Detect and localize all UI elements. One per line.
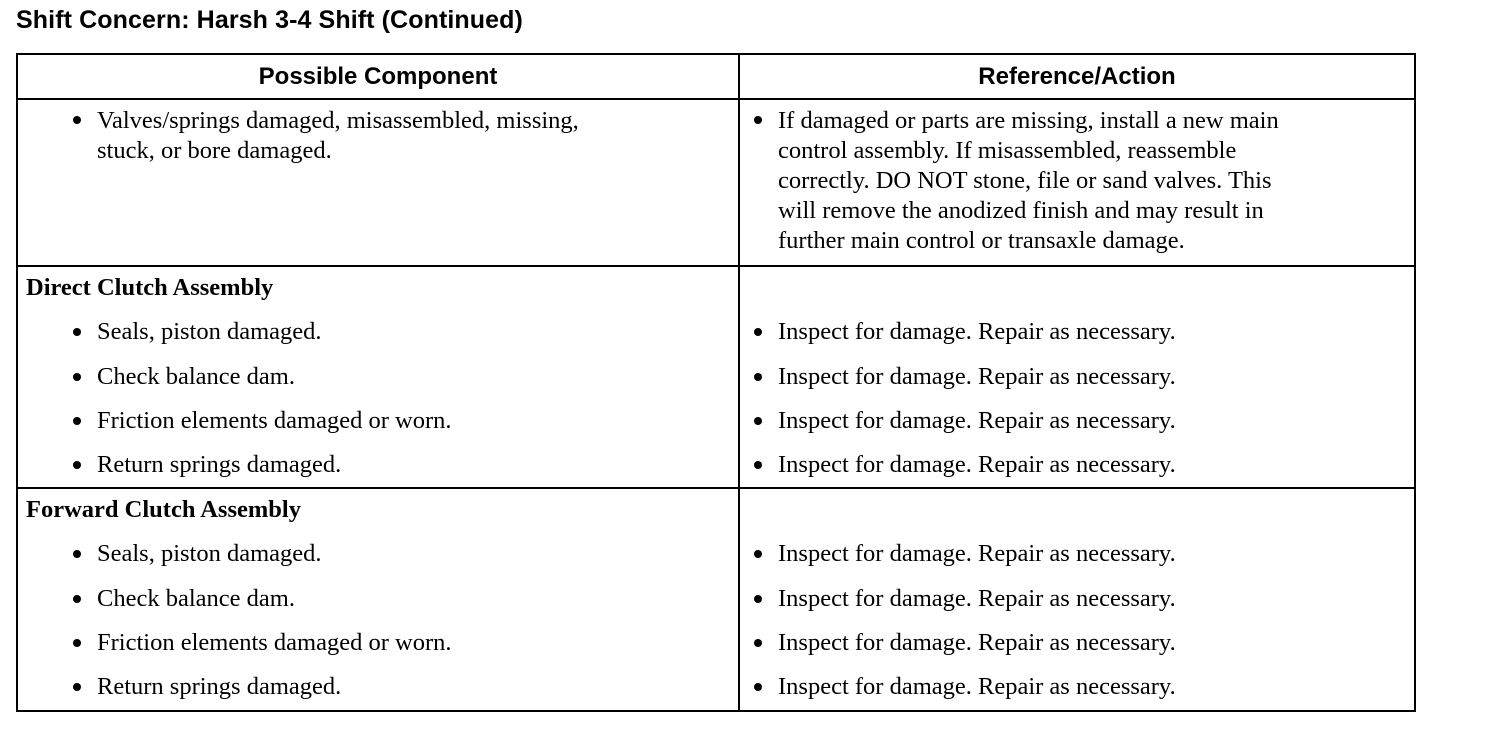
list-item: Return springs damaged.	[97, 451, 341, 479]
action-line: If damaged or parts are missing, install a new main	[778, 107, 1279, 134]
bullet-dot-icon	[73, 328, 81, 336]
bullet-dot-icon	[73, 639, 81, 647]
bullet-dot-icon	[754, 328, 762, 336]
list-item: Inspect for damage. Repair as necessary.	[778, 629, 1176, 657]
bullet-dot-icon	[73, 683, 81, 691]
component-cell	[18, 100, 740, 265]
list-item: Inspect for damage. Repair as necessary.	[778, 673, 1176, 701]
list-item: Check balance dam.	[97, 585, 295, 613]
list-item: Inspect for damage. Repair as necessary.	[778, 451, 1176, 479]
table-header-row	[18, 55, 1414, 100]
action-cell	[740, 489, 1414, 710]
page-title: Shift Concern: Harsh 3-4 Shift (Continued)	[16, 6, 523, 34]
section-direct-clutch	[18, 267, 1414, 489]
list-item: Seals, piston damaged.	[97, 540, 322, 568]
component-cell	[18, 489, 740, 710]
bullet-dot-icon	[73, 417, 81, 425]
bullet-dot-icon	[754, 373, 762, 381]
table-row-valves	[18, 100, 1414, 267]
action-line: further main control or transaxle damage.	[778, 227, 1185, 254]
list-item: Inspect for damage. Repair as necessary.	[778, 407, 1176, 435]
group-heading: Direct Clutch Assembly	[26, 274, 274, 301]
action-line: will remove the anodized finish and may result in	[778, 197, 1264, 224]
action-cell	[740, 100, 1414, 265]
list-item: Friction elements damaged or worn.	[97, 407, 451, 435]
bullet-dot-icon	[754, 639, 762, 647]
list-item: Inspect for damage. Repair as necessary.	[778, 318, 1176, 346]
bullet-dot-icon	[73, 550, 81, 558]
section-forward-clutch	[18, 489, 1414, 710]
shift-concern-table	[16, 53, 1416, 712]
list-item: Return springs damaged.	[97, 673, 341, 701]
bullet-dot-icon	[754, 417, 762, 425]
header-possible-component: Possible Component	[18, 55, 740, 98]
component-line: Valves/springs damaged, misassembled, missing,	[97, 107, 579, 134]
bullet-dot-icon	[754, 116, 762, 124]
component-cell	[18, 267, 740, 487]
group-heading: Forward Clutch Assembly	[26, 496, 301, 523]
list-item: Seals, piston damaged.	[97, 318, 322, 346]
bullet-dot-icon	[73, 373, 81, 381]
list-item: Inspect for damage. Repair as necessary.	[778, 363, 1176, 391]
list-item: Inspect for damage. Repair as necessary.	[778, 585, 1176, 613]
bullet-dot-icon	[754, 683, 762, 691]
bullet-dot-icon	[754, 461, 762, 469]
bullet-dot-icon	[754, 550, 762, 558]
list-item: Inspect for damage. Repair as necessary.	[778, 540, 1176, 568]
action-cell	[740, 267, 1414, 487]
action-line: control assembly. If misassembled, reassemble	[778, 137, 1237, 164]
bullet-dot-icon	[73, 595, 81, 603]
component-line: stuck, or bore damaged.	[97, 137, 332, 164]
action-line: correctly. DO NOT stone, file or sand valves. This	[778, 167, 1272, 194]
bullet-dot-icon	[73, 461, 81, 469]
header-reference-action: Reference/Action	[978, 62, 1176, 90]
list-item: Friction elements damaged or worn.	[97, 629, 451, 657]
list-item: Check balance dam.	[97, 363, 295, 391]
bullet-dot-icon	[754, 595, 762, 603]
bullet-dot-icon	[73, 116, 81, 124]
